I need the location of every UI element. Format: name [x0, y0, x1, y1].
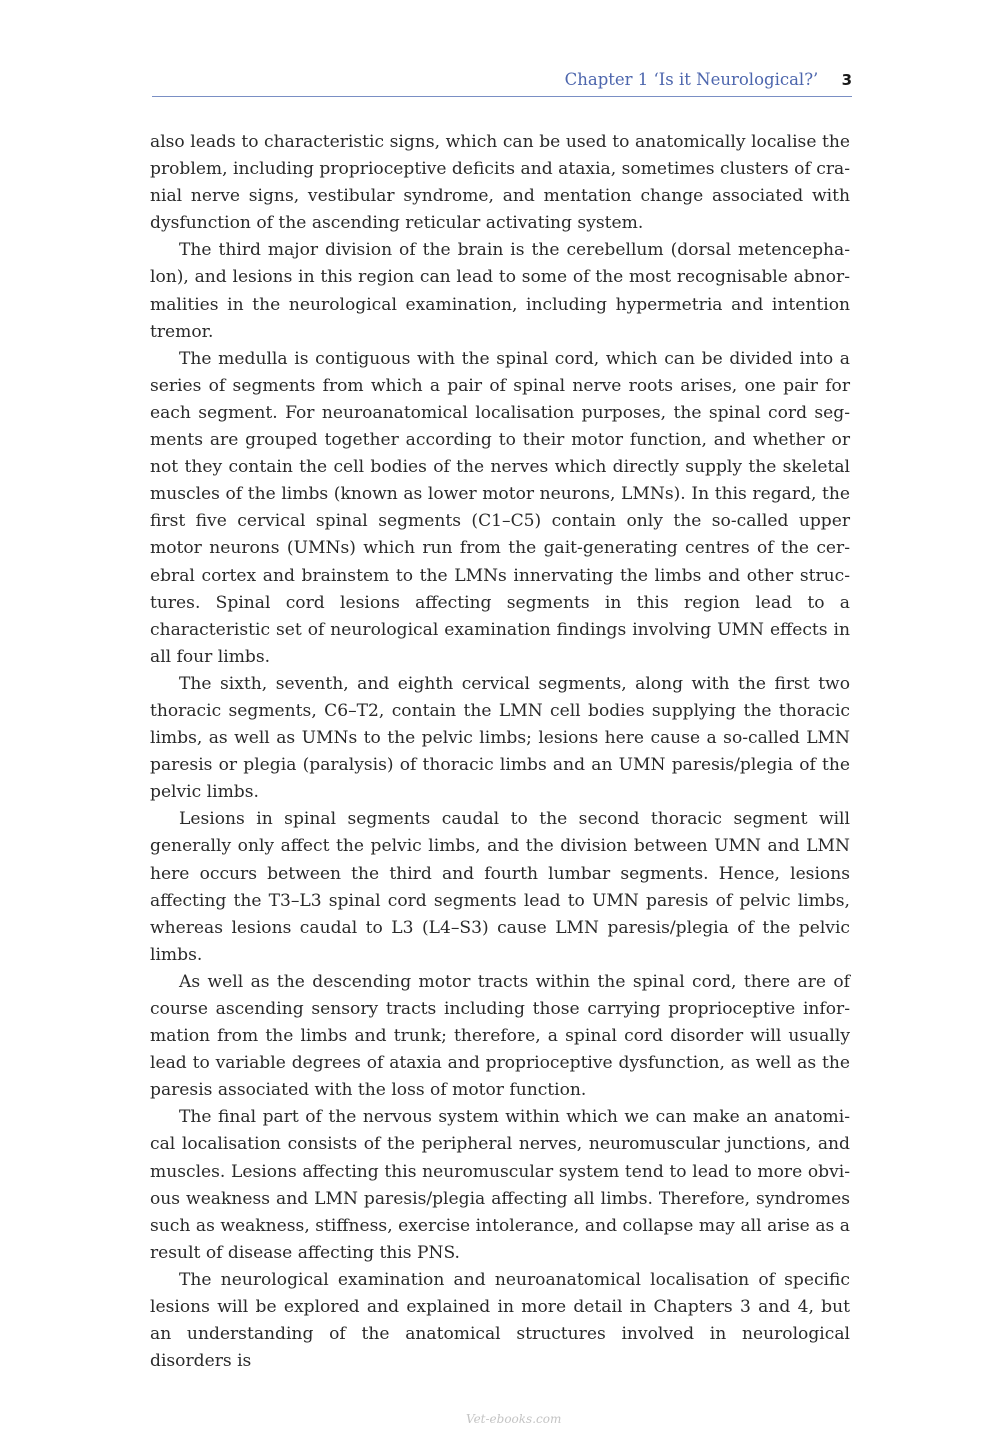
paragraph-8: The neurological examination and neuroanatomical localisation of specific lesions will be explored and explained in more detail in Chapters 3 and 4, but an understanding of the anatomical structures involved in neurological disorders is — [150, 1269, 850, 1372]
paragraph-7: The final part of the nervous system within which we can make an anatomical localisation consists of the peripheral nerves, neuromuscular junctions, and muscles. Lesions affecting this neuromuscular system tend to lead to more obvious weakness and LMN paresis/plegia affecting all limbs. Therefore, syndromes such as weakness, stiffness, exercise intolerance, and collapse may all arise as a result of disease affecting this PNS. — [150, 1107, 850, 1263]
watermark: Vet-ebooks.com — [466, 1412, 562, 1426]
paragraph-5: Lesions in spinal segments caudal to the second thoracic segment will generally only affect the pelvic limbs, and the division between UMN and LMN here occurs between the third and fourth lumbar segments. Hence, lesions affecting the T3–L3 spinal cord segments lead to UMN paresis of pelvic limbs, whereas lesions caudal to L3 (L4–S3) cause LMN paresis/plegia of the pelvic limbs. — [150, 809, 850, 965]
chapter-title: Chapter 1 ‘Is it Neurological?’ — [564, 70, 819, 89]
paragraph-2: The third major division of the brain is the cerebellum (dorsal metencephalon), and lesions in this region can lead to some of the most recognisable abnormalities in the neurological examination, including hypermetria and intention tremor. — [150, 240, 850, 342]
paragraph-3: The medulla is contiguous with the spinal cord, which can be divided into a series of segments from which a pair of spinal nerve roots arises, one pair for each segment. For neuroanatomical localisation purposes, the spinal cord segments are grouped together according to their motor function, and whether or not they contain the cell bodies of the nerves which directly supply the skeletal muscles of the limbs (known as lower motor neurons, LMNs). In this regard, the first five cervical spinal segments (C1–C5) contain only the so-called upper motor neurons (UMNs) which run from the gait-generating centres of the cerebral cortex and brainstem to the LMNs innervating the limbs and other structures. Spinal cord lesions affecting segments in this region lead to a characteristic set of neurological examination findings involving UMN effects in all four limbs. — [150, 348, 850, 667]
running-header — [152, 70, 852, 97]
body-text — [150, 129, 850, 1375]
paragraph-6: As well as the descending motor tracts within the spinal cord, there are of course ascending sensory tracts including those carrying proprioceptive information from the limbs and trunk; therefore, a spinal cord disorder will usually lead to variable degrees of ataxia and proprioceptive dysfunction, as well as the paresis associated with the loss of motor function. — [150, 971, 850, 1101]
paragraph-4: The sixth, seventh, and eighth cervical segments, along with the first two thoracic segments, C6–T2, contain the LMN cell bodies supplying the thoracic limbs, as well as UMNs to the pelvic limbs; lesions here cause a so-called LMN paresis or plegia (paralysis) of thoracic limbs and an UMN paresis/plegia of the pelvic limbs. — [150, 673, 850, 803]
page-number: 3 — [841, 71, 852, 89]
paragraph-1: also leads to characteristic signs, which can be used to anatomically localise the problem, including proprioceptive deficits and ataxia, sometimes clusters of cranial nerve signs, vestibular syndrome, and mentation change associated with dysfunction of the ascending reticular activating system. — [150, 132, 850, 234]
